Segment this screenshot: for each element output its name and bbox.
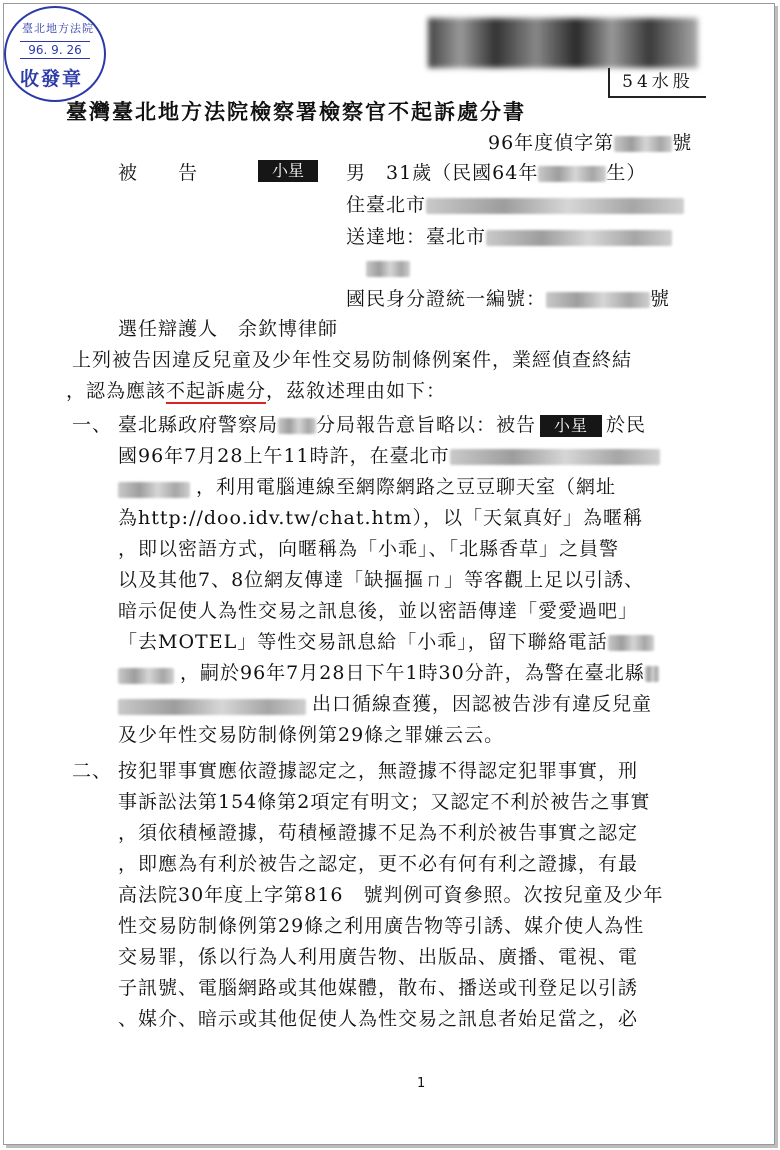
redacted-id	[546, 292, 650, 308]
defendant-address: 住臺北市	[346, 190, 684, 220]
redacted-location-2	[118, 482, 190, 498]
stamp-label: 收發章	[20, 68, 84, 90]
redacted-case-no	[614, 136, 672, 152]
redacted-birthdate	[538, 166, 606, 182]
section-1-line-9: ，嗣於96年7月28日下午1時30分許，為警在臺北縣	[180, 658, 659, 688]
section-2-line-6: 性交易防制條例第29條之利用廣告物等引誘、媒介使人為性	[118, 915, 645, 937]
defendant-info: 男 31歲（民國64年 生）	[346, 162, 647, 184]
redacted-delivery-2	[366, 261, 410, 277]
defendant-delivery: 送達地：臺北市	[346, 222, 672, 252]
section-2-line-9: 、媒介、暗示或其他促使人為性交易之訊息者始足當之，必	[118, 1008, 639, 1030]
redacted-location	[450, 449, 660, 465]
section-1-line-1: 臺北縣政府警察局 分局報告意旨略以：被告 小星 於民	[118, 414, 647, 436]
defendant-id: 國民身分證統一編號： 號	[346, 288, 671, 310]
section-1-line-2: 國96年7月28上午11時許，在臺北市	[118, 441, 660, 471]
section-1-line-4: 為http://doo.idv.tw/chat.htm），以「天氣真好」為暱稱	[118, 507, 643, 529]
page-number: 1	[417, 1076, 426, 1091]
section-1-line-7: 暗示促使人為性交易之訊息後，並以密語傳達「愛愛過吧」	[118, 600, 639, 622]
case-number: 96年度偵字第 號	[488, 132, 693, 154]
section-2-line-5: 高法院30年度上字第816 號判例可資參照。次按兒童及少年	[118, 884, 664, 906]
section-2-marker: 二、	[72, 760, 113, 782]
highlighted-phrase: 不起訴處分	[166, 380, 267, 402]
section-1-line-5: ，即以密語方式，向暱稱為「小乖」、「北縣香草」之員警	[118, 538, 620, 560]
defendant-name-chip: 小星	[258, 160, 318, 182]
section-2-line-3: ，須依積極證據，苟積極證據不足為不利於被告事實之認定	[118, 822, 639, 844]
stamp-org: 臺北地方法院	[22, 22, 94, 35]
page-title: 臺灣臺北地方法院檢察署檢察官不起訴處分書	[66, 99, 526, 124]
redacted-address	[426, 198, 684, 214]
counsel: 選任辯護人 余欽博律師	[118, 318, 339, 340]
redacted-phone	[608, 635, 654, 651]
intro-line-1: 上列被告因違反兒童及少年性交易防制條例案件，業經偵查終結	[72, 349, 633, 371]
section-1-line-8: 「去MOTEL」等性交易訊息給「小乖」，留下聯絡電話	[118, 627, 654, 657]
redacted-arrest-location	[118, 699, 306, 715]
section-1-line-6: 以及其他7、8位網友傳達「缺摳摳ㄇ」等客觀上足以引誘、	[118, 569, 645, 591]
section-2-line-1: 按犯罪事實應依證據認定之，無證據不得認定犯罪事實，刑	[118, 760, 639, 782]
redacted-precinct	[278, 418, 316, 434]
redacted-phone-2	[118, 668, 174, 684]
section-2-line-2: 事訴訟法第154條第2項定有明文；又認定不利於被告之事實	[118, 791, 651, 813]
defendant-role: 被 告	[118, 162, 199, 184]
stock-label: 54水股	[608, 68, 706, 98]
section-1-line-3: ，利用電腦連線至網際網路之豆豆聊天室（網址	[196, 476, 617, 498]
redacted-barcode	[428, 18, 698, 68]
received-stamp	[4, 6, 106, 102]
intro-line-2: ，認為應該不起訴處分，茲敘述理由如下：	[66, 380, 447, 402]
section-2-line-4: ，即應為有利於被告之認定，更不必有何有利之證據，有最	[118, 853, 639, 875]
section-2-line-8: 子訊號、電腦網路或其他媒體，散布、播送或刊登足以引誘	[118, 977, 639, 999]
section-1-line-11: 及少年性交易防制條例第29條之罪嫌云云。	[118, 724, 505, 746]
defendant-name-chip-2: 小星	[540, 415, 602, 437]
redacted-county	[645, 666, 659, 682]
stamp-date: 96. 9. 26	[20, 41, 90, 59]
section-1-marker: 一、	[72, 414, 113, 436]
section-1-line-10: 出口循線查獲，因認被告涉有違反兒童	[312, 693, 653, 715]
section-2-line-7: 交易罪，係以行為人利用廣告物、出版品、廣播、電視、電	[118, 946, 639, 968]
redacted-delivery	[486, 230, 672, 246]
